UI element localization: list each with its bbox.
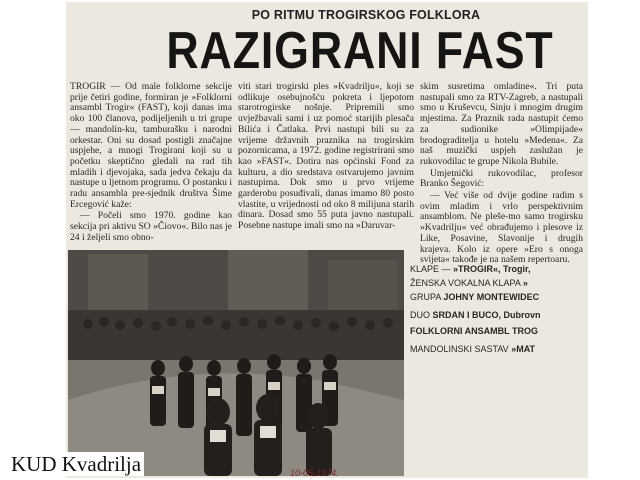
paragraph: Umjetnički rukovodilac, profesor Branko Šegović: (420, 167, 583, 190)
paragraph: viti stari trogirski ples »Kvadrilju«, koji se odlikuje osebujnošću pokreta i ljepotom starotrogirske nošnje. Pripremili smo uvježbavali sami i uz pomoć starijih plesača Bilića i Čatlaka. Prvi nastupi bili su za vrijeme državnih praznika na trogirskim pozornicama, a 1972. godine registrirani smo kao »FAST«. Dotira nas općinski Fond za kulturu, a dio sredstava ostvarujemo javnim nastupima. Dok smo u prvo vrijeme garderobu posuđivali, danas imamo 80 posto vlastite, u vrijednosti od oko 8 milijuna starih dinara. Dosad smo 55 puta javno nastupali. Posebne nastupe imali smo na »Daruvar- (238, 81, 414, 232)
folklore-ensemble-photo (68, 250, 404, 476)
handwritten-date: 10-05-1974. (290, 468, 339, 478)
credit-row: MANDOLINSKI SASTAV »MAT (410, 344, 536, 354)
credit-row: DUO SRDAN I BUCO, Dubrovn (410, 310, 541, 320)
credit-row: FOLKLORNI ANSAMBL TROG (410, 326, 538, 336)
image-caption: KUD Kvadrilja (8, 452, 144, 476)
article-column-1 (70, 82, 232, 245)
article-column-2 (238, 82, 414, 233)
credit-row: GRUPA JOHNY MONTEWIDEC (410, 292, 540, 302)
newspaper-clipping (66, 2, 588, 478)
paragraph: — Počeli smo 1970. godine kao sekcija pri aktivu SO »Čiovo«. Bilo nas je 24 i željeli smo obno- (70, 210, 233, 243)
photo-illustration (68, 250, 404, 476)
credit-row: KLAPE — »TROGIR«, Trogir, (410, 264, 531, 274)
article-column-3 (420, 82, 583, 267)
paragraph: — Već više od dvije godine radim s ovim mladim i vrlo perspektivnim ansamblom. Ne pleše-mo samo trogirsku »Kvadrilju« već obrađujemo i plesove iz Like, Posavine, Slavonije i drugih krajeva. Kolo iz opere »Ero s onoga svijeta« takođe je na našem repertoaru. (420, 190, 583, 266)
paragraph: skim susretima omladine«. Tri puta nastupali smo za RTV-Zagreb, a nastupali smo u Kruševcu, Sinju i mnogim drugim mjestima. Za Praznik rada nastupit ćemo za sudionike »Olimpijade« brodograditelja u hotelu »Medena«. Za naš muzički uspjeh zaslužan je rukovodilac te grupe Nikola Bubile. (420, 81, 583, 167)
article-kicker: PO RITMU TROGIRSKOG FOLKLORA (251, 8, 481, 22)
article-headline: RAZIGRANI FAST (166, 22, 554, 80)
credit-row: ŽENSKA VOKALNA KLAPA » (410, 278, 528, 288)
paragraph: TROGIR — Od male folklorne sekcije prije četiri godine, formiran je »Folklorni ansambl Trogir« (FAST), koji danas ima oko 100 članova, podijeljenih u tri grupe — mandolin-ku, tamburašku i narodni orkestar. Oni su dosad postigli značajne uspjehe, a mnogi Trogirani koji su u početku skeptično gledali na rad tih mladih i djevojaka, sada jedva čekaju da nastupe u ljetnom programu. O postanku i radu ansambla pre-sjednik društva Šime Ercegović kaže: (70, 81, 232, 210)
program-credits (410, 256, 586, 476)
